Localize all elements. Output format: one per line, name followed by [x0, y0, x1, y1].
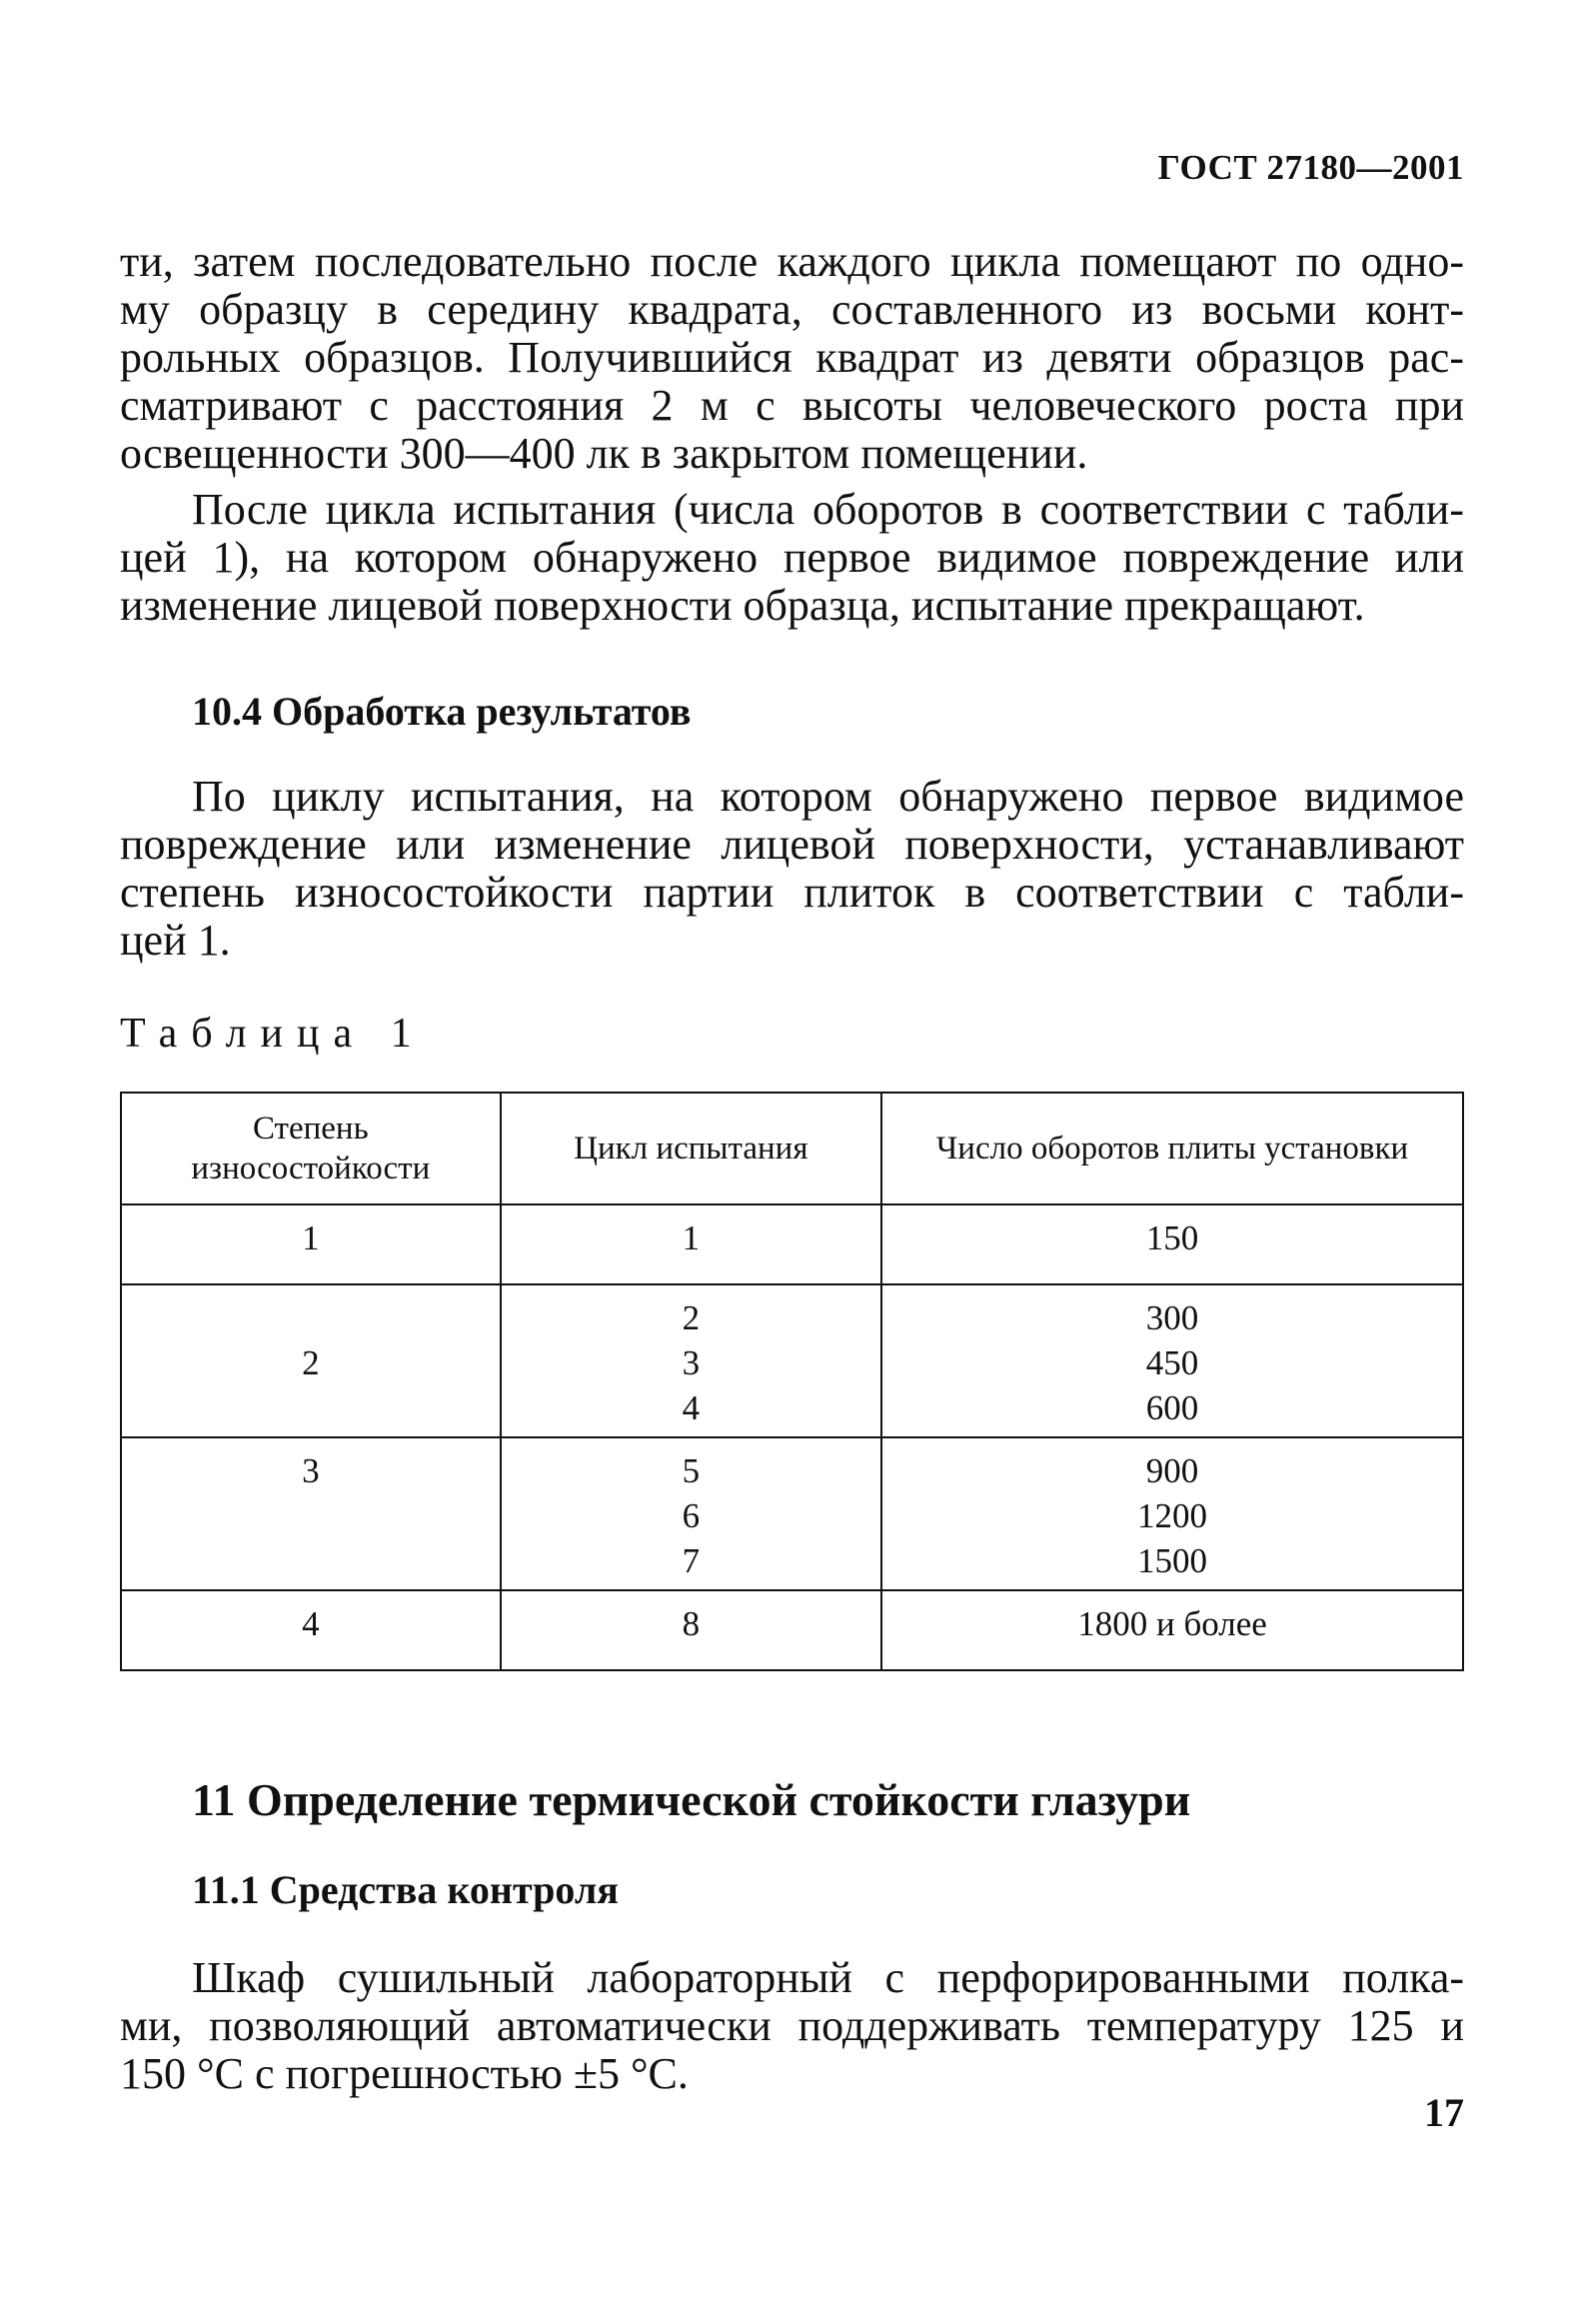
column-header-revolutions: Число оборотов плиты установки [881, 1093, 1463, 1204]
cycle-value: 2 [682, 1298, 701, 1337]
revolutions-value: 1200 [1137, 1496, 1208, 1535]
cell-grade: 2 [121, 1284, 501, 1437]
revolutions-value: 1500 [1137, 1541, 1208, 1580]
revolutions-value: 450 [1145, 1343, 1199, 1382]
table-row [121, 1437, 1463, 1590]
cycle-value: 7 [682, 1541, 701, 1580]
cell-revolutions [881, 1284, 1463, 1437]
paragraph-results [120, 773, 1464, 965]
standard-header: ГОСТ 27180—2001 [1157, 148, 1464, 187]
paragraph-test-stop [120, 486, 1464, 630]
revolutions-value: 900 [1145, 1451, 1199, 1490]
paragraph-equipment [120, 1954, 1464, 2098]
cell-revolutions [881, 1437, 1463, 1590]
section-11-1-heading: 11.1 Средства контроля [192, 1867, 619, 1912]
cell-revolutions [881, 1204, 1463, 1284]
cell-grade: 1 [121, 1204, 501, 1284]
header-text: Степень [252, 1111, 369, 1147]
wear-resistance-table [120, 1092, 1464, 1671]
section-10-4-heading: 10.4 Обработка результатов [192, 689, 692, 734]
text-line: му образцу в середину квадрата, составленного из восьми конт- [120, 285, 1464, 334]
paragraph-continuation [120, 238, 1464, 478]
text-line: степень износостойкости партии плиток в соответствии с табли- [120, 868, 1464, 917]
table-row [121, 1590, 1463, 1670]
cycle-value: 8 [682, 1604, 701, 1643]
text-line: рольных образцов. Получившийся квадрат из девяти образцов рас- [120, 333, 1464, 382]
text-line: освещенности 300—400 лк в закрытом помещении. [120, 429, 1088, 478]
text-line: ми, позволяющий автоматически поддерживать температуру 125 и [120, 2001, 1464, 2050]
cycle-value: 3 [682, 1343, 701, 1382]
cell-grade: 3 [121, 1437, 501, 1590]
column-header-cycle: Цикл испытания [501, 1093, 881, 1204]
text-line: Шкаф сушильный лабораторный с перфорированными полка- [192, 1953, 1464, 2002]
text-line: ти, затем последовательно после каждого цикла помещают по одно- [120, 237, 1464, 286]
revolutions-value: 600 [1145, 1388, 1199, 1427]
text-line: сматривают с расстояния 2 м с высоты человеческого роста при [120, 381, 1464, 430]
cell-cycles [501, 1437, 881, 1590]
cell-revolutions [881, 1590, 1463, 1670]
revolutions-value: 150 [1145, 1218, 1199, 1257]
text-line: После цикла испытания (числа оборотов в соответствии с табли- [192, 485, 1464, 534]
table-caption: Таблица 1 [120, 1011, 426, 1057]
revolutions-value: 300 [1145, 1298, 1199, 1337]
text-line: изменение лицевой поверхности образца, испытание прекращают. [120, 581, 1365, 630]
text-line: По циклу испытания, на котором обнаружено первое видимое [192, 772, 1464, 821]
section-11-heading: 11 Определение термической стойкости глазури [192, 1774, 1191, 1825]
page-number: 17 [1424, 2090, 1464, 2135]
cell-cycles [501, 1284, 881, 1437]
text-line: 150 °С с погрешностью ±5 °С. [120, 2049, 689, 2098]
table-row [121, 1204, 1463, 1284]
cycle-value: 1 [682, 1218, 701, 1257]
text-line: цей 1. [120, 916, 231, 965]
revolutions-value: 1800 и более [1077, 1604, 1267, 1643]
cycle-value: 5 [682, 1451, 701, 1490]
table-row [121, 1284, 1463, 1437]
header-text: износостойкости [191, 1151, 431, 1186]
cell-cycles [501, 1590, 881, 1670]
cell-cycles [501, 1204, 881, 1284]
cycle-value: 4 [682, 1388, 701, 1427]
document-page [120, 0, 1464, 2324]
cycle-value: 6 [682, 1496, 701, 1535]
cell-grade: 4 [121, 1590, 501, 1670]
text-line: повреждение или изменение лицевой поверхности, устанавливают [120, 820, 1464, 869]
text-line: цей 1), на котором обнаружено первое видимое повреждение или [120, 533, 1464, 582]
table-header-row [121, 1093, 1463, 1204]
column-header-grade [121, 1093, 501, 1204]
